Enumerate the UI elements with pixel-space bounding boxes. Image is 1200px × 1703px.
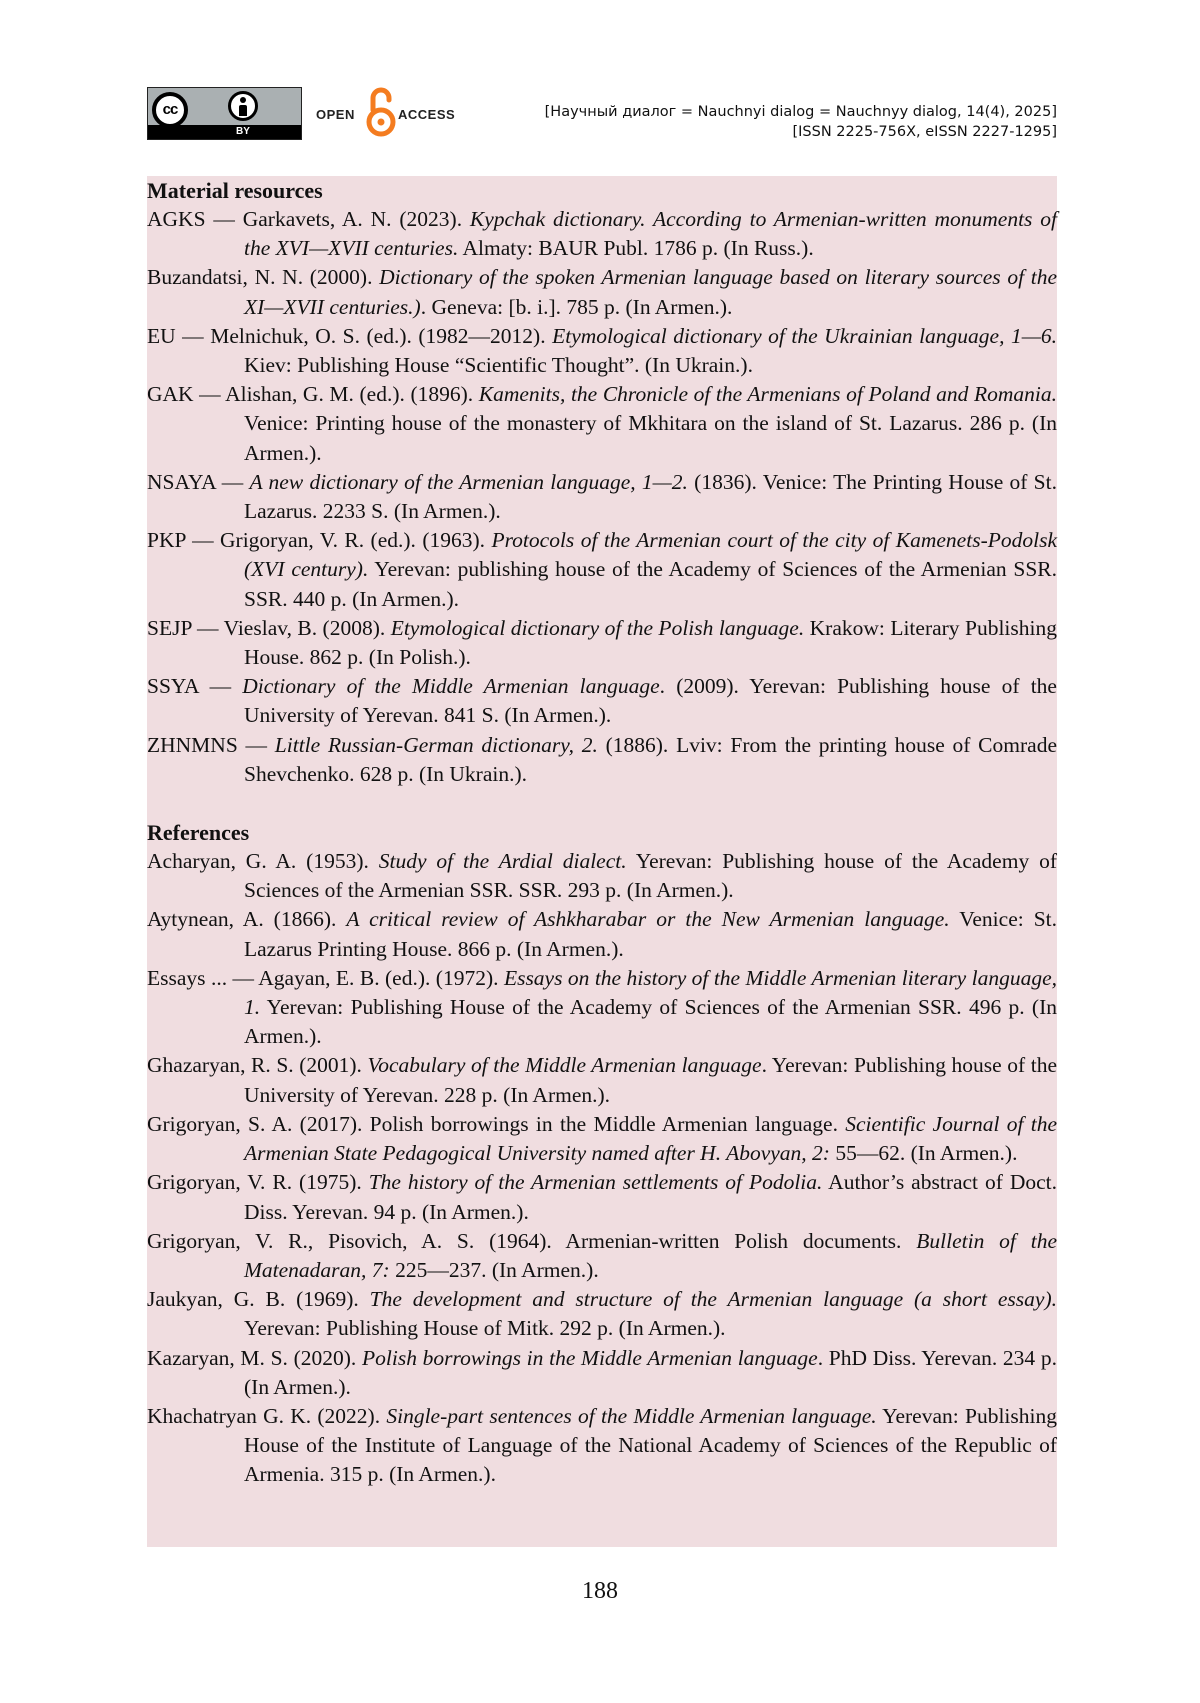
bibliography-entry bbox=[147, 1051, 1057, 1109]
bibliography-entry bbox=[147, 263, 1057, 321]
material-resources-heading: Material resources bbox=[147, 178, 323, 203]
entry-publication: Yerevan: Publishing House of the Institute of Language of the National Academy of Sciences of the Republic of Armenia. 315 p. (In Armen.). bbox=[244, 1403, 1057, 1487]
entry-title: Single-part sentences of the Middle Armenian language. bbox=[386, 1403, 877, 1428]
entry-publication: Yerevan: Publishing house of the Academy of Sciences of the Armenian SSR. SSR. 293 p. (In Armen.). bbox=[244, 849, 1057, 903]
entry-publication: 55—62. (In Armen.). bbox=[829, 1141, 1018, 1166]
entry-title: Dictionary of the spoken Armenian language based on literary sources of the XI—XVII centuries.) bbox=[244, 265, 1057, 319]
open-access-lock-icon bbox=[366, 84, 396, 140]
bibliography-entry bbox=[147, 847, 1057, 905]
entry-publication: Yerevan: publishing house of the Academy of Sciences of the Armenian SSR. SSR. 440 p. (In Armen.). bbox=[244, 557, 1057, 611]
bibliography-entry bbox=[147, 1110, 1057, 1168]
entry-author-year: Grigoryan, S. A. (2017). Polish borrowings in the Middle Armenian language. bbox=[147, 1111, 846, 1136]
open-access-logo bbox=[316, 84, 456, 140]
cc-by-license-badge bbox=[147, 87, 302, 140]
journal-citation: [Научный диалог = Nauchnyi dialog = Nauchnyy dialog, 14(4), 2025] bbox=[544, 104, 1057, 120]
bibliography-entry bbox=[147, 614, 1057, 672]
journal-issn: [ISSN 2225-756X, eISSN 2227-1295] bbox=[792, 124, 1057, 140]
entry-title: Little Russian-German dictionary, 2. bbox=[274, 732, 598, 757]
entry-author-year: Essays ... — Agayan, E. B. (ed.). (1972). bbox=[147, 965, 504, 990]
entry-author-year: EU — Melnichuk, O. S. (ed.). (1982—2012). bbox=[147, 323, 553, 348]
entry-title: Protocols of the Armenian court of the city of Kamenets-Podolsk (XVI century). bbox=[244, 528, 1057, 582]
bibliography-block bbox=[147, 176, 1057, 1547]
entry-title: Etymological dictionary of the Polish language. bbox=[390, 615, 805, 640]
entry-title: Essays on the history of the Middle Armenian literary language, 1. bbox=[244, 965, 1057, 1020]
entry-publication: Yerevan: Publishing House of the Academy of Sciences of the Armenian SSR. 496 p. (In Armen.). bbox=[244, 995, 1057, 1049]
open-access-open-word: OPEN bbox=[316, 107, 355, 122]
references-list bbox=[147, 847, 1057, 1489]
entry-publication: Krakow: Literary Publishing House. 862 p. (In Polish.). bbox=[244, 615, 1057, 670]
material-resources-list bbox=[147, 205, 1057, 789]
entry-author-year: AGKS — Garkavets, A. N. (2023). bbox=[147, 207, 470, 231]
bibliography-entry bbox=[147, 1402, 1057, 1490]
bibliography-entry bbox=[147, 526, 1057, 614]
entry-title: Scientific Journal of the Armenian State Pedagogical University named after H. Abovyan, 2: bbox=[244, 1111, 1057, 1166]
entry-publication: . PhD Diss. Yerevan. 234 p. (In Armen.). bbox=[244, 1345, 1057, 1399]
entry-author-year: ZHNMNS — bbox=[147, 732, 275, 757]
bibliography-entry bbox=[147, 672, 1057, 730]
entry-publication: . Geneva: [b. i.]. 785 p. (In Armen.). bbox=[420, 294, 733, 319]
entry-author-year: GAK — Alishan, G. M. (ed.). (1896). bbox=[147, 382, 479, 407]
entry-title: Kypchak dictionary. According to Armenian-written monuments of the XVI—XVII centuries. bbox=[244, 207, 1057, 261]
entry-author-year: Grigoryan, V. R. (1975). bbox=[147, 1170, 369, 1195]
entry-title: Dictionary of the Middle Armenian language bbox=[242, 674, 660, 699]
entry-publication: Venice: Printing house of the monastery of Mkhitara on the island of St. Lazarus. 286 p. (In Armen.). bbox=[244, 411, 1057, 465]
entry-publication: (1886). Lviv: From the printing house of Comrade Shevchenko. 628 p. (In Ukrain.). bbox=[244, 732, 1057, 786]
entry-publication: Yerevan: Publishing House of Mitk. 292 p. (In Armen.). bbox=[244, 1316, 726, 1341]
entry-publication: (1836). Venice: The Printing House of St. Lazarus. 2233 S. (In Armen.). bbox=[244, 469, 1057, 524]
entry-title: The history of the Armenian settlements of Podolia. bbox=[368, 1170, 823, 1195]
entry-author-year: Khachatryan G. K. (2022). bbox=[147, 1403, 387, 1428]
by-label: BY bbox=[236, 126, 250, 137]
entry-author-year: Kazaryan, M. S. (2020). bbox=[147, 1345, 362, 1370]
entry-publication: Almaty: BAUR Publ. 1786 p. (In Russ.). bbox=[458, 236, 814, 261]
bibliography-entry bbox=[147, 1344, 1057, 1402]
entry-author-year: SSYA — bbox=[147, 674, 243, 699]
attribution-person-icon bbox=[228, 91, 258, 121]
bibliography-entry bbox=[147, 731, 1057, 789]
entry-title: Bulletin of the Matenadaran, 7: bbox=[244, 1228, 1057, 1282]
entry-title: Kamenits, the Chronicle of the Armenians of Poland and Romania. bbox=[478, 382, 1058, 407]
entry-title: A critical review of Ashkharabar or the New Armenian language. bbox=[346, 907, 950, 932]
entry-publication: 225—237. (In Armen.). bbox=[389, 1257, 599, 1282]
bibliography-entry bbox=[147, 205, 1057, 263]
bibliography-entry bbox=[147, 964, 1057, 1052]
bibliography-entry bbox=[147, 468, 1057, 526]
entry-publication: Kiev: Publishing House “Scientific Thought”. (In Ukrain.). bbox=[244, 353, 753, 378]
entry-publication: Venice: St. Lazarus Printing House. 866 p. (In Armen.). bbox=[244, 907, 1058, 961]
entry-author-year: Ghazaryan, R. S. (2001). bbox=[147, 1053, 368, 1078]
cc-icon: cc bbox=[152, 92, 188, 128]
entry-author-year: SEJP — Vieslav, B. (2008). bbox=[147, 615, 391, 640]
entry-author-year: NSAYA — bbox=[147, 469, 250, 494]
bibliography-entry bbox=[147, 905, 1057, 963]
entry-publication: . (2009). Yerevan: Publishing house of the University of Yerevan. 841 S. (In Armen.). bbox=[244, 674, 1057, 728]
bibliography-entry bbox=[147, 1168, 1057, 1226]
page-number: 188 bbox=[582, 1578, 618, 1604]
entry-publication: Author’s abstract of Doct. Diss. Yerevan. 94 p. (In Armen.). bbox=[244, 1170, 1058, 1224]
entry-title: Etymological dictionary of the Ukrainian language, 1—6. bbox=[552, 323, 1057, 348]
entry-title: The development and structure of the Armenian language (a short essay). bbox=[369, 1287, 1057, 1312]
entry-title: A new dictionary of the Armenian language, 1—2. bbox=[249, 469, 688, 494]
entry-author-year: Jaukyan, G. B. (1969). bbox=[147, 1287, 370, 1312]
bibliography-entry bbox=[147, 1285, 1057, 1343]
entry-title: Study of the Ardial dialect. bbox=[378, 849, 627, 874]
entry-title: Vocabulary of the Middle Armenian language bbox=[367, 1053, 762, 1078]
entry-author-year: Aytynean, A. (1866). bbox=[147, 907, 347, 932]
entry-title: Polish borrowings in the Middle Armenian language bbox=[362, 1345, 818, 1370]
entry-publication: . Yerevan: Publishing house of the University of Yerevan. 228 p. (In Armen.). bbox=[244, 1053, 1057, 1107]
references-heading: References bbox=[147, 820, 250, 846]
bibliography-entry bbox=[147, 380, 1057, 468]
open-access-access-word: ACCESS bbox=[398, 107, 456, 122]
entry-author-year: Acharyan, G. A. (1953). bbox=[147, 849, 379, 874]
entry-author-year: Buzandatsi, N. N. (2000). bbox=[147, 265, 380, 290]
entry-author-year: PKP — Grigoryan, V. R. (ed.). (1963). bbox=[147, 528, 492, 553]
entry-author-year: Grigoryan, V. R., Pisovich, A. S. (1964). Armenian-written Polish documents. bbox=[147, 1228, 917, 1253]
bibliography-entry bbox=[147, 322, 1057, 380]
bibliography-entry bbox=[147, 1227, 1057, 1285]
